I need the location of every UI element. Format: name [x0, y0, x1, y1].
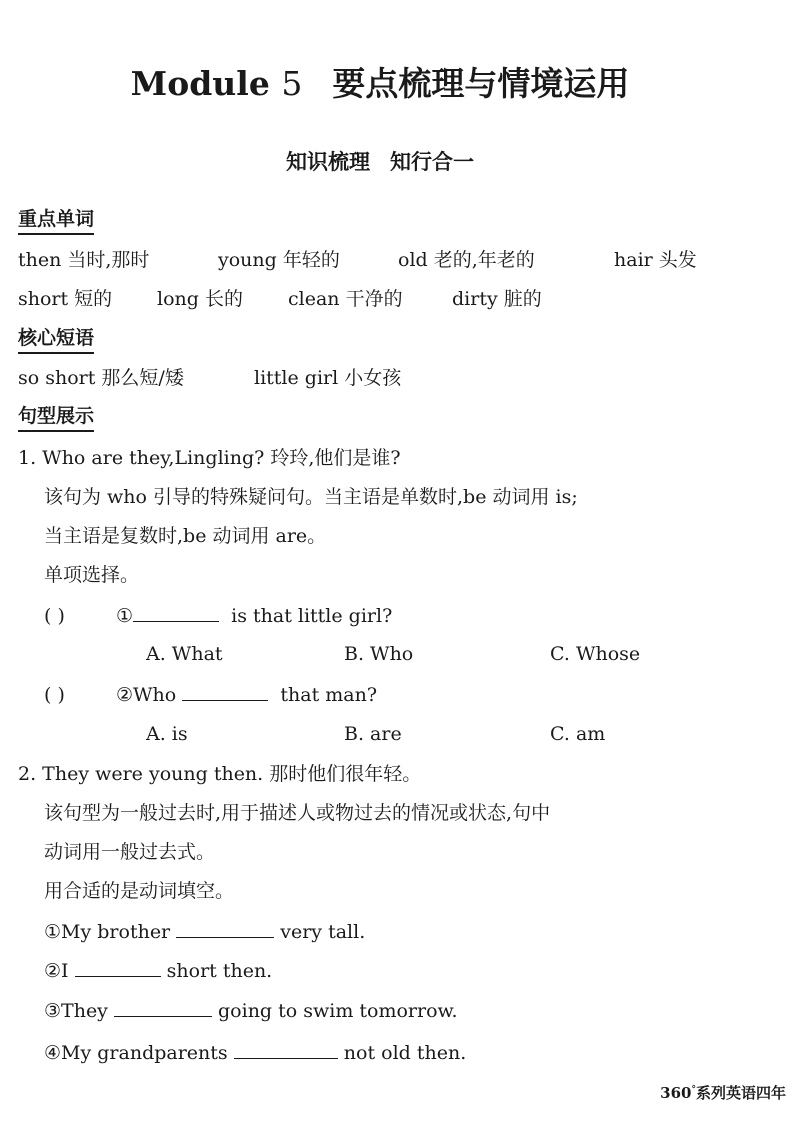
- question-text: that man?: [280, 684, 378, 706]
- words-row-1: [18, 248, 697, 272]
- phrases-row-1: [18, 366, 401, 390]
- page-footer: [660, 1082, 786, 1103]
- answer-paren: ( ): [44, 684, 65, 706]
- pattern-2-explain-1: 该句型为一般过去时,用于描述人或物过去的情况或状态,句中: [44, 802, 551, 824]
- question-2-options: [146, 722, 605, 746]
- pattern-1-sentence: 1. Who are they,Lingling? 玲玲,他们是谁?: [18, 447, 401, 469]
- subtitle-b: 知行合一: [390, 150, 474, 174]
- pattern-2-explain-2: 动词用一般过去式。: [44, 841, 216, 863]
- word-item: dirty 脏的: [452, 288, 542, 310]
- footer-text: 系列英语四年: [695, 1084, 786, 1102]
- word-item: old 老的,年老的: [398, 249, 535, 271]
- subtitle-a: 知识梳理: [286, 150, 370, 174]
- fill-item-3: [44, 998, 458, 1023]
- option-c[interactable]: C. am: [550, 723, 606, 745]
- answer-blank[interactable]: [234, 1040, 338, 1059]
- fill-item-suffix: short then.: [166, 960, 273, 982]
- answer-blank[interactable]: [176, 919, 274, 938]
- section-words-heading: 重点单词: [18, 207, 94, 235]
- pattern-1-task: 单项选择。: [44, 564, 140, 586]
- words-row-2: [18, 287, 542, 311]
- question-number: ①: [116, 605, 134, 627]
- word-item: short 短的: [18, 288, 113, 310]
- question-2: [44, 682, 377, 707]
- option-b[interactable]: B. Who: [344, 643, 414, 665]
- section-sentences-heading: 句型展示: [18, 404, 94, 432]
- fill-item-prefix: ①My brother: [44, 921, 171, 943]
- module-title: 要点梳理与情境运用: [332, 64, 630, 103]
- fill-item-1: [44, 919, 365, 944]
- option-a[interactable]: A. What: [146, 643, 223, 665]
- answer-blank[interactable]: [133, 603, 219, 622]
- option-b[interactable]: B. are: [344, 723, 402, 745]
- pattern-2-task: 用合适的是动词填空。: [44, 880, 235, 902]
- module-number: 5: [281, 64, 303, 103]
- fill-item-suffix: not old then.: [343, 1042, 467, 1064]
- word-item: young 年轻的: [218, 249, 340, 271]
- question-1: [44, 603, 392, 628]
- answer-blank[interactable]: [75, 958, 161, 977]
- option-c[interactable]: C. Whose: [550, 643, 641, 665]
- word-item: long 长的: [157, 288, 243, 310]
- pattern-1-explain-1: 该句为 who 引导的特殊疑问句。当主语是单数时,be 动词用 is;: [44, 486, 578, 508]
- footer-number: 360: [660, 1084, 692, 1102]
- fill-item-4: [44, 1040, 466, 1065]
- fill-item-prefix: ④My grandparents: [44, 1042, 228, 1064]
- section-phrases-heading: 核心短语: [18, 326, 94, 354]
- phrase-item: so short 那么短/矮: [18, 367, 184, 389]
- word-item: hair 头发: [614, 249, 697, 271]
- page-subtitle: [0, 146, 760, 176]
- fill-item-prefix: ③They: [44, 1000, 108, 1022]
- fill-item-2: [44, 958, 272, 983]
- word-item: clean 干净的: [288, 288, 403, 310]
- question-text: is that little girl?: [231, 605, 393, 627]
- pattern-2-sentence: 2. They were young then. 那时他们很年轻。: [18, 763, 422, 785]
- footer-degree: °: [691, 1085, 696, 1095]
- fill-item-suffix: very tall.: [280, 921, 366, 943]
- question-number: ②Who: [116, 684, 177, 706]
- answer-blank[interactable]: [182, 682, 268, 701]
- module-label: Module: [130, 64, 270, 103]
- answer-paren: ( ): [44, 605, 65, 627]
- page-title: [0, 58, 760, 105]
- pattern-1-explain-2: 当主语是复数时,be 动词用 are。: [44, 525, 327, 547]
- word-item: then 当时,那时: [18, 249, 150, 271]
- answer-blank[interactable]: [114, 998, 212, 1017]
- question-1-options: [146, 642, 640, 666]
- fill-item-suffix: going to swim tomorrow.: [218, 1000, 458, 1022]
- fill-item-prefix: ②I: [44, 960, 69, 982]
- option-a[interactable]: A. is: [146, 723, 188, 745]
- phrase-item: little girl 小女孩: [254, 367, 402, 389]
